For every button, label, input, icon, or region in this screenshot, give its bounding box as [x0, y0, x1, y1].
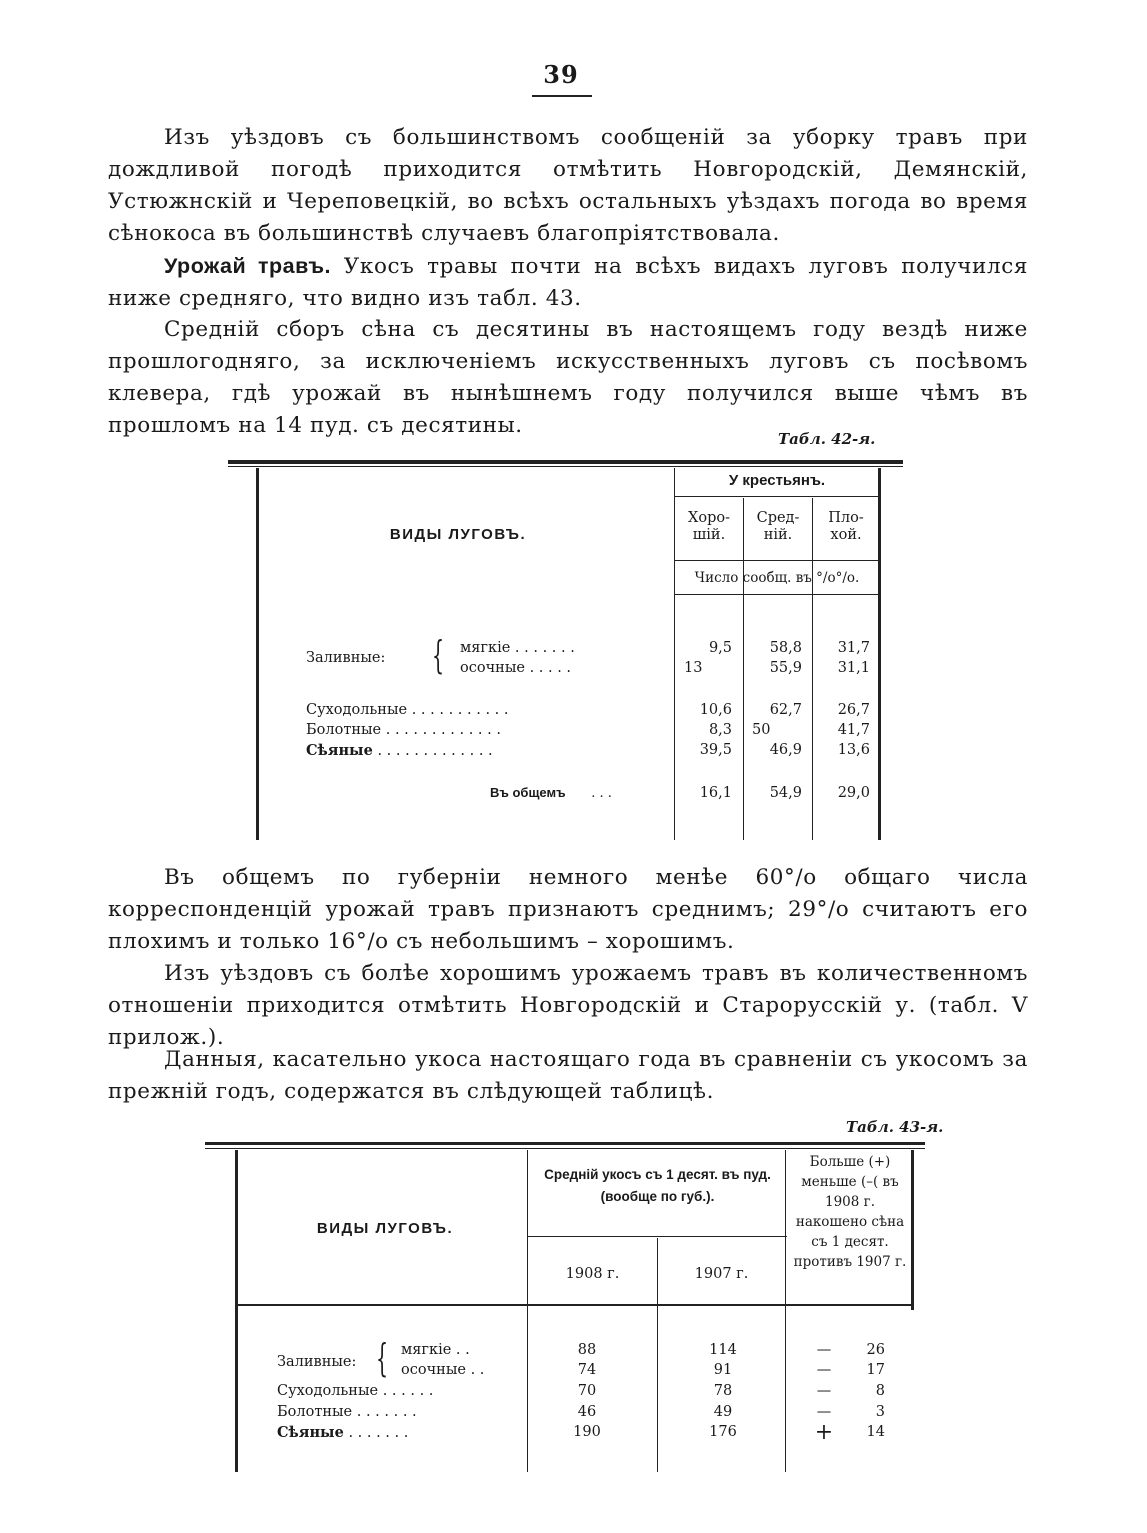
brace-icon: { [432, 633, 445, 677]
table-cell: 17 [866, 1362, 885, 1378]
table-cell: 46,9 [769, 742, 802, 758]
table-subheader: Сред- ній. [756, 510, 800, 543]
table-row-label: Сѣяные . . . . . . . . . . . . . [306, 742, 493, 759]
table-top-rule [228, 460, 903, 464]
table-cell: 31,1 [837, 660, 870, 676]
table-row-label: мягкіе . . . . . . . [460, 640, 575, 656]
table-cell: 70 [577, 1383, 597, 1399]
table-42 [228, 460, 903, 840]
table-cell: 114 [709, 1342, 737, 1358]
table-cell: 74 [577, 1362, 597, 1378]
table-cell: 16,1 [699, 785, 732, 801]
paragraph-2: Урожай травъ. Укосъ травы почти на всѣхъ видахъ луговъ получился ниже средняго, что видно изъ табл. 43. [108, 254, 1029, 311]
table-row-label: Суходольные . . . . . . [277, 1383, 434, 1399]
table-cell-sign: — [816, 1362, 832, 1378]
group-label: Заливные: [277, 1354, 357, 1370]
table-cell: 13,6 [837, 742, 870, 758]
table-header-group: Средній укосъ съ 1 десят. въ пуд. (вообще по губ.). [544, 1167, 771, 1204]
group-label: Заливные: [306, 650, 386, 666]
section-lead: Урожай травъ. [164, 254, 331, 278]
table-row-label: Болотные . . . . . . . [277, 1404, 417, 1420]
paragraph-1: Изъ уѣздовъ съ большинствомъ сообщеній за уборку травъ при дождливой погодѣ приходится отмѣтить Новгородскій, Демянскій, Устюжнскій и Череповецкій, во всѣхъ остальныхъ уѣздахъ погода во время сѣнокоса въ большинствѣ случаевъ благопріятствовала. [108, 125, 1028, 246]
table-cell: 31,7 [837, 640, 870, 656]
table-cell: 91 [713, 1362, 733, 1378]
table-cell: 55,9 [769, 660, 802, 676]
paragraph-3: Средній сборъ сѣна съ десятины въ настоящемъ году вездѣ ниже прошлогодняго, за исключеніемъ искусственныхъ луговъ съ посѣвомъ клевера, гдѣ урожай въ нынѣшнемъ году получился выше чѣмъ въ прошломъ на 14 пуд. съ десятины. [108, 317, 1028, 438]
table-cell: 8 [875, 1383, 885, 1399]
table-43-caption: Табл. 43-я. [846, 1118, 944, 1136]
table-cell-sign: — [816, 1342, 832, 1358]
table-subheader-year: 1908 г. [565, 1266, 620, 1282]
paragraph-4: Въ общемъ по губерніи немного менѣе 60°/o общаго числа корреспонденцій урожай травъ признаютъ среднимъ; 29°/o считаютъ его плохимъ и только 16°/o съ небольшимъ – хорошимъ. [108, 865, 1028, 954]
table-cell: 29,0 [837, 785, 870, 801]
table-cell: 49 [713, 1404, 733, 1420]
table-unit-header: Число сообщ. въ °/о°/о. [694, 570, 860, 586]
table-row-label: осочные . . [401, 1362, 485, 1378]
table-row-label: осочные . . . . . [460, 660, 572, 676]
table-cell: 3 [875, 1404, 885, 1420]
table-row-label: мягкіе . . [401, 1342, 470, 1358]
table-cell: 26 [866, 1342, 885, 1358]
table-cell-sign: — [816, 1383, 832, 1399]
table-cell: 190 [573, 1424, 601, 1440]
table-cell: 41,7 [837, 722, 870, 738]
table-cell: 10,6 [699, 702, 732, 718]
table-cell: 46 [577, 1404, 597, 1420]
page-number: 39 [543, 60, 579, 89]
table-total-label: Въ общемъ . . . [490, 785, 612, 801]
table-cell-sign: — [816, 1404, 832, 1420]
table-row-label: Сѣяные . . . . . . . [277, 1424, 409, 1441]
paragraph-5: Изъ уѣздовъ съ болѣе хорошимъ урожаемъ травъ въ количественномъ отношеніи приходится отмѣтить Новгородскій и Старорусскій у. (табл. V прилож.). [108, 961, 1028, 1050]
table-cell: 58,8 [769, 640, 802, 656]
table-header-group: У крестьянъ. [728, 472, 826, 489]
table-cell: 78 [713, 1383, 733, 1399]
table-43 [205, 1142, 925, 1472]
brace-icon: { [376, 1336, 389, 1380]
table-row-label: Суходольные . . . . . . . . . . . [306, 702, 509, 718]
page-number-rule [532, 95, 592, 97]
table-cell: 13 [684, 660, 703, 676]
table-42-caption: Табл. 42-я. [778, 430, 876, 448]
table-header-types: ВИДЫ ЛУГОВЪ. [389, 526, 527, 543]
table-cell: 176 [709, 1424, 737, 1440]
table-cell: 9,5 [708, 640, 732, 656]
table-cell: 39,5 [699, 742, 732, 758]
table-cell: 50 [752, 722, 771, 738]
table-header-diff: Больше (+) меньше (–( въ 1908 г. накошено сѣна съ 1 десят. противъ 1907 г. [793, 1154, 907, 1270]
table-subheader: Пло- хой. [828, 510, 864, 543]
table-cell: 26,7 [837, 702, 870, 718]
table-header-types: ВИДЫ ЛУГОВЪ. [316, 1220, 454, 1237]
table-cell: 8,3 [708, 722, 732, 738]
table-row-label: Болотные . . . . . . . . . . . . . [306, 722, 501, 738]
table-cell: 54,9 [769, 785, 802, 801]
table-cell: 14 [866, 1424, 885, 1440]
table-cell: 88 [577, 1342, 597, 1358]
table-cell-sign: + [814, 1420, 834, 1445]
table-subheader-year: 1907 г. [694, 1266, 749, 1282]
table-subheader: Хоро- шій. [688, 510, 730, 543]
paragraph-6: Данныя, касательно укоса настоящаго года въ сравненіи съ укосомъ за прежній годъ, содержатся въ слѣдующей таблицѣ. [108, 1047, 1028, 1104]
table-cell: 62,7 [769, 702, 802, 718]
